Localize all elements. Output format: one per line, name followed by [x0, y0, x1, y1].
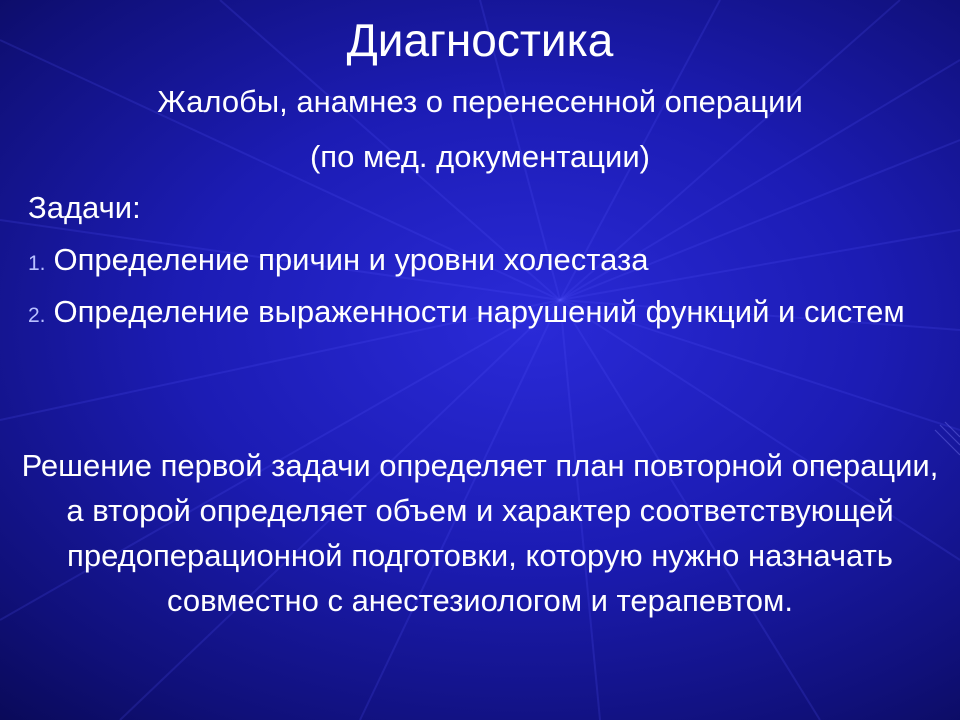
task-text-1: Определение причин и уровни холестаза: [53, 242, 649, 277]
task-item-1: [28, 240, 928, 284]
task-number-2: 2.: [28, 304, 46, 327]
task-number-1: 1.: [28, 252, 46, 275]
slide-title: Диагностика: [346, 14, 614, 66]
conclusion-text: Решение первой задачи определяет план повторной операции, а второй определяет объем и характер соответствующей предоперационной подготовки, которую нужно назначать совместно с анестезиологом и терапевтом.: [21, 448, 939, 618]
task-item-2: [28, 292, 928, 336]
task-text-2: Определение выраженности нарушений функций и систем: [53, 294, 905, 329]
tasks-heading: Задачи:: [28, 190, 141, 225]
subtitle-line-1: Жалобы, анамнез о перенесенной операции: [157, 84, 803, 119]
subtitle-line-2: (по мед. документации): [309, 139, 651, 174]
